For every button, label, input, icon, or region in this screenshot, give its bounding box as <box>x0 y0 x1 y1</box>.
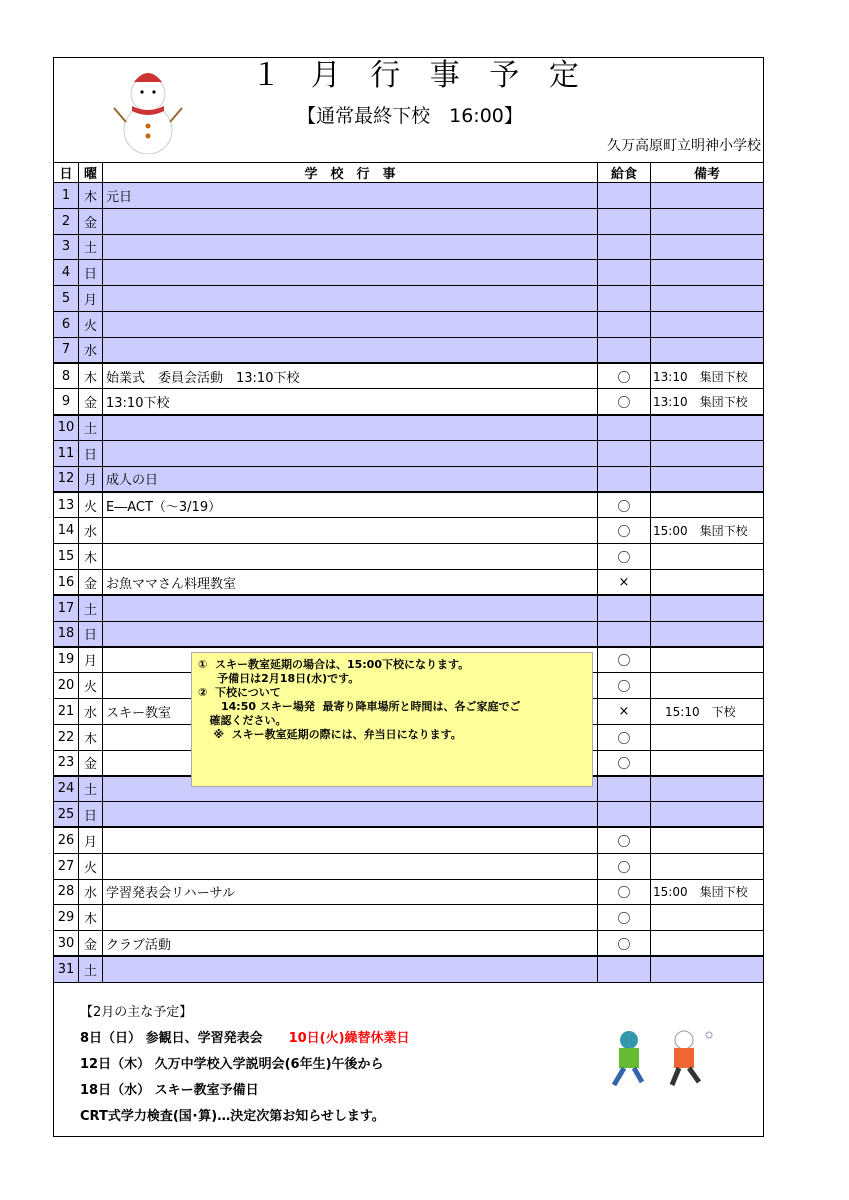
meal-cell <box>598 440 651 466</box>
event-cell <box>103 208 598 234</box>
meal-cell <box>598 956 651 982</box>
table-row <box>54 208 764 234</box>
meal-cell: 〇 <box>598 724 651 750</box>
event-cell <box>103 621 598 647</box>
note-cell <box>651 440 764 466</box>
weekday-cell: 土 <box>79 415 103 441</box>
meal-cell <box>598 311 651 337</box>
day-cell: 30 <box>54 931 79 957</box>
note-cell <box>651 750 764 776</box>
weekday-cell: 金 <box>79 931 103 957</box>
day-cell: 31 <box>54 956 79 982</box>
day-cell: 14 <box>54 518 79 544</box>
event-cell <box>103 853 598 879</box>
table-row <box>54 544 764 570</box>
day-cell: 15 <box>54 544 79 570</box>
february-item: 18日（水） スキー教室予備日 <box>80 1083 259 1098</box>
note-cell: 13:10 集団下校 <box>651 389 764 415</box>
day-cell: 9 <box>54 389 79 415</box>
event-cell: クラブ活動 <box>103 931 598 957</box>
note-cell: 15:00 集団下校 <box>651 518 764 544</box>
event-cell <box>103 827 598 853</box>
table-row <box>54 389 764 415</box>
february-item-text: 8日（日） 参観日、学習発表会 <box>80 1031 289 1046</box>
event-cell: 成人の日 <box>103 466 598 492</box>
note-cell <box>651 724 764 750</box>
schedule-table <box>53 162 764 983</box>
meal-cell: × <box>598 698 651 724</box>
meal-cell: 〇 <box>598 518 651 544</box>
day-cell: 21 <box>54 698 79 724</box>
weekday-cell: 金 <box>79 208 103 234</box>
meal-cell <box>598 208 651 234</box>
day-cell: 17 <box>54 595 79 621</box>
note-cell <box>651 415 764 441</box>
weekday-cell: 木 <box>79 724 103 750</box>
note-cell <box>651 311 764 337</box>
table-row <box>54 621 764 647</box>
weekday-cell: 火 <box>79 673 103 699</box>
dismissal-time: 【通常最終下校 16:00】 <box>297 105 523 127</box>
note-cell <box>651 260 764 286</box>
note-cell <box>651 234 764 260</box>
table-row <box>54 879 764 905</box>
weekday-cell: 月 <box>79 827 103 853</box>
event-cell <box>103 415 598 441</box>
event-cell: お魚ママさん料理教室 <box>103 569 598 595</box>
weekday-cell: 木 <box>79 363 103 389</box>
meal-cell: 〇 <box>598 750 651 776</box>
meal-cell <box>598 415 651 441</box>
meal-cell <box>598 234 651 260</box>
note-cell <box>651 208 764 234</box>
day-cell: 13 <box>54 492 79 518</box>
table-row <box>54 492 764 518</box>
note-cell <box>651 827 764 853</box>
meal-cell: 〇 <box>598 905 651 931</box>
event-cell <box>103 337 598 363</box>
day-cell: 12 <box>54 466 79 492</box>
note-cell <box>651 466 764 492</box>
weekday-cell: 日 <box>79 260 103 286</box>
weekday-cell: 日 <box>79 440 103 466</box>
weekday-cell: 金 <box>79 750 103 776</box>
table-row <box>54 415 764 441</box>
table-row <box>54 518 764 544</box>
event-cell <box>103 286 598 312</box>
meal-cell: 〇 <box>598 879 651 905</box>
meal-cell: 〇 <box>598 931 651 957</box>
event-cell <box>103 440 598 466</box>
weekday-cell: 日 <box>79 802 103 828</box>
february-heading: 【2月の主な予定】 <box>80 1005 193 1020</box>
weekday-cell: 木 <box>79 183 103 209</box>
weekday-cell: 火 <box>79 311 103 337</box>
event-cell <box>103 595 598 621</box>
weekday-cell: 水 <box>79 518 103 544</box>
note-cell <box>651 853 764 879</box>
weekday-cell: 火 <box>79 853 103 879</box>
day-cell: 5 <box>54 286 79 312</box>
page-title: １ 月 行 事 予 定 <box>251 58 589 93</box>
note-cell: 13:10 集団下校 <box>651 363 764 389</box>
table-row <box>54 337 764 363</box>
event-cell: 学習発表会リハーサル <box>103 879 598 905</box>
note-cell <box>651 905 764 931</box>
weekday-cell: 火 <box>79 492 103 518</box>
table-row <box>54 363 764 389</box>
note-cell <box>651 569 764 595</box>
weekday-cell: 土 <box>79 234 103 260</box>
col-day: 日 <box>54 163 79 183</box>
note-cell <box>651 802 764 828</box>
february-item <box>80 1026 410 1052</box>
day-cell: 24 <box>54 776 79 802</box>
weekday-cell: 土 <box>79 956 103 982</box>
note-cell <box>651 492 764 518</box>
table-row <box>54 853 764 879</box>
day-cell: 8 <box>54 363 79 389</box>
day-cell: 6 <box>54 311 79 337</box>
meal-cell: 〇 <box>598 363 651 389</box>
event-cell: 13:10下校 <box>103 389 598 415</box>
day-cell: 16 <box>54 569 79 595</box>
event-cell <box>103 234 598 260</box>
day-cell: 2 <box>54 208 79 234</box>
weekday-cell: 月 <box>79 466 103 492</box>
meal-cell <box>598 337 651 363</box>
meal-cell: × <box>598 569 651 595</box>
day-cell: 28 <box>54 879 79 905</box>
weekday-cell: 木 <box>79 544 103 570</box>
meal-cell <box>598 621 651 647</box>
table-row <box>54 931 764 957</box>
note-cell: 15:10 下校 <box>651 698 764 724</box>
table-row <box>54 234 764 260</box>
event-cell <box>103 905 598 931</box>
day-cell: 18 <box>54 621 79 647</box>
kids-snowball-icon <box>604 1020 719 1100</box>
table-row <box>54 466 764 492</box>
meal-cell: 〇 <box>598 544 651 570</box>
ski-notice: ① スキー教室延期の場合は、15:00下校になります。 予備日は2月18日(水)です。 ② 下校について 14:50 スキー場発 最寄り降車場所と時間は、各ご家庭でご 確認ください。 ※ スキー教室延期の際には、弁当日になります。 <box>191 652 593 787</box>
table-row <box>54 569 764 595</box>
school-name: 久万高原町立明神小学校 <box>607 138 761 154</box>
event-cell <box>103 260 598 286</box>
weekday-cell: 日 <box>79 621 103 647</box>
note-cell <box>651 647 764 673</box>
meal-cell <box>598 595 651 621</box>
note-cell: 15:00 集団下校 <box>651 879 764 905</box>
table-row <box>54 905 764 931</box>
meal-cell: 〇 <box>598 827 651 853</box>
note-cell <box>651 621 764 647</box>
day-cell: 11 <box>54 440 79 466</box>
day-cell: 7 <box>54 337 79 363</box>
weekday-cell: 金 <box>79 389 103 415</box>
meal-cell: 〇 <box>598 492 651 518</box>
event-cell: スキー教室 <box>103 698 598 724</box>
event-cell <box>103 544 598 570</box>
note-cell <box>651 595 764 621</box>
weekday-cell: 土 <box>79 595 103 621</box>
event-cell <box>103 956 598 982</box>
day-cell: 26 <box>54 827 79 853</box>
weekday-cell: 月 <box>79 286 103 312</box>
day-cell: 27 <box>54 853 79 879</box>
note-cell <box>651 337 764 363</box>
meal-cell <box>598 286 651 312</box>
table-row <box>54 183 764 209</box>
col-note: 備考 <box>651 163 764 183</box>
holiday-note: 10日(火)繰替休業日 <box>288 1031 410 1046</box>
snowman-icon <box>112 64 184 154</box>
meal-cell <box>598 466 651 492</box>
event-cell: E―ACT（～3/19） <box>103 492 598 518</box>
weekday-cell: 水 <box>79 698 103 724</box>
weekday-cell: 金 <box>79 569 103 595</box>
february-schedule <box>80 1000 410 1130</box>
meal-cell <box>598 260 651 286</box>
note-cell <box>651 673 764 699</box>
table-row <box>54 595 764 621</box>
note-cell <box>651 956 764 982</box>
table-row <box>54 311 764 337</box>
event-cell <box>103 518 598 544</box>
day-cell: 29 <box>54 905 79 931</box>
table-row <box>54 440 764 466</box>
table-row <box>54 260 764 286</box>
day-cell: 1 <box>54 183 79 209</box>
weekday-cell: 月 <box>79 647 103 673</box>
note-cell <box>651 776 764 802</box>
meal-cell <box>598 183 651 209</box>
weekday-cell: 水 <box>79 337 103 363</box>
event-cell: 始業式 委員会活動 13:10下校 <box>103 363 598 389</box>
note-cell <box>651 286 764 312</box>
weekday-cell: 水 <box>79 879 103 905</box>
weekday-cell: 土 <box>79 776 103 802</box>
day-cell: 4 <box>54 260 79 286</box>
note-cell <box>651 931 764 957</box>
table-row <box>54 802 764 828</box>
note-cell <box>651 183 764 209</box>
day-cell: 23 <box>54 750 79 776</box>
col-weekday: 曜 <box>79 163 103 183</box>
event-cell <box>103 311 598 337</box>
day-cell: 3 <box>54 234 79 260</box>
weekday-cell: 木 <box>79 905 103 931</box>
meal-cell: 〇 <box>598 853 651 879</box>
table-row <box>54 827 764 853</box>
day-cell: 19 <box>54 647 79 673</box>
col-meal: 給食 <box>598 163 651 183</box>
day-cell: 22 <box>54 724 79 750</box>
event-cell <box>103 802 598 828</box>
day-cell: 10 <box>54 415 79 441</box>
table-row <box>54 956 764 982</box>
day-cell: 20 <box>54 673 79 699</box>
meal-cell: 〇 <box>598 389 651 415</box>
day-cell: 25 <box>54 802 79 828</box>
february-item: 12日（木） 久万中学校入学説明会(6年生)午後から <box>80 1057 384 1072</box>
meal-cell: 〇 <box>598 673 651 699</box>
table-row <box>54 286 764 312</box>
col-event: 学 校 行 事 <box>103 163 598 183</box>
event-cell: 元日 <box>103 183 598 209</box>
meal-cell <box>598 802 651 828</box>
meal-cell <box>598 776 651 802</box>
meal-cell: 〇 <box>598 647 651 673</box>
february-item: CRT式学力検査(国･算)…決定次第お知らせします。 <box>80 1109 385 1124</box>
note-cell <box>651 544 764 570</box>
